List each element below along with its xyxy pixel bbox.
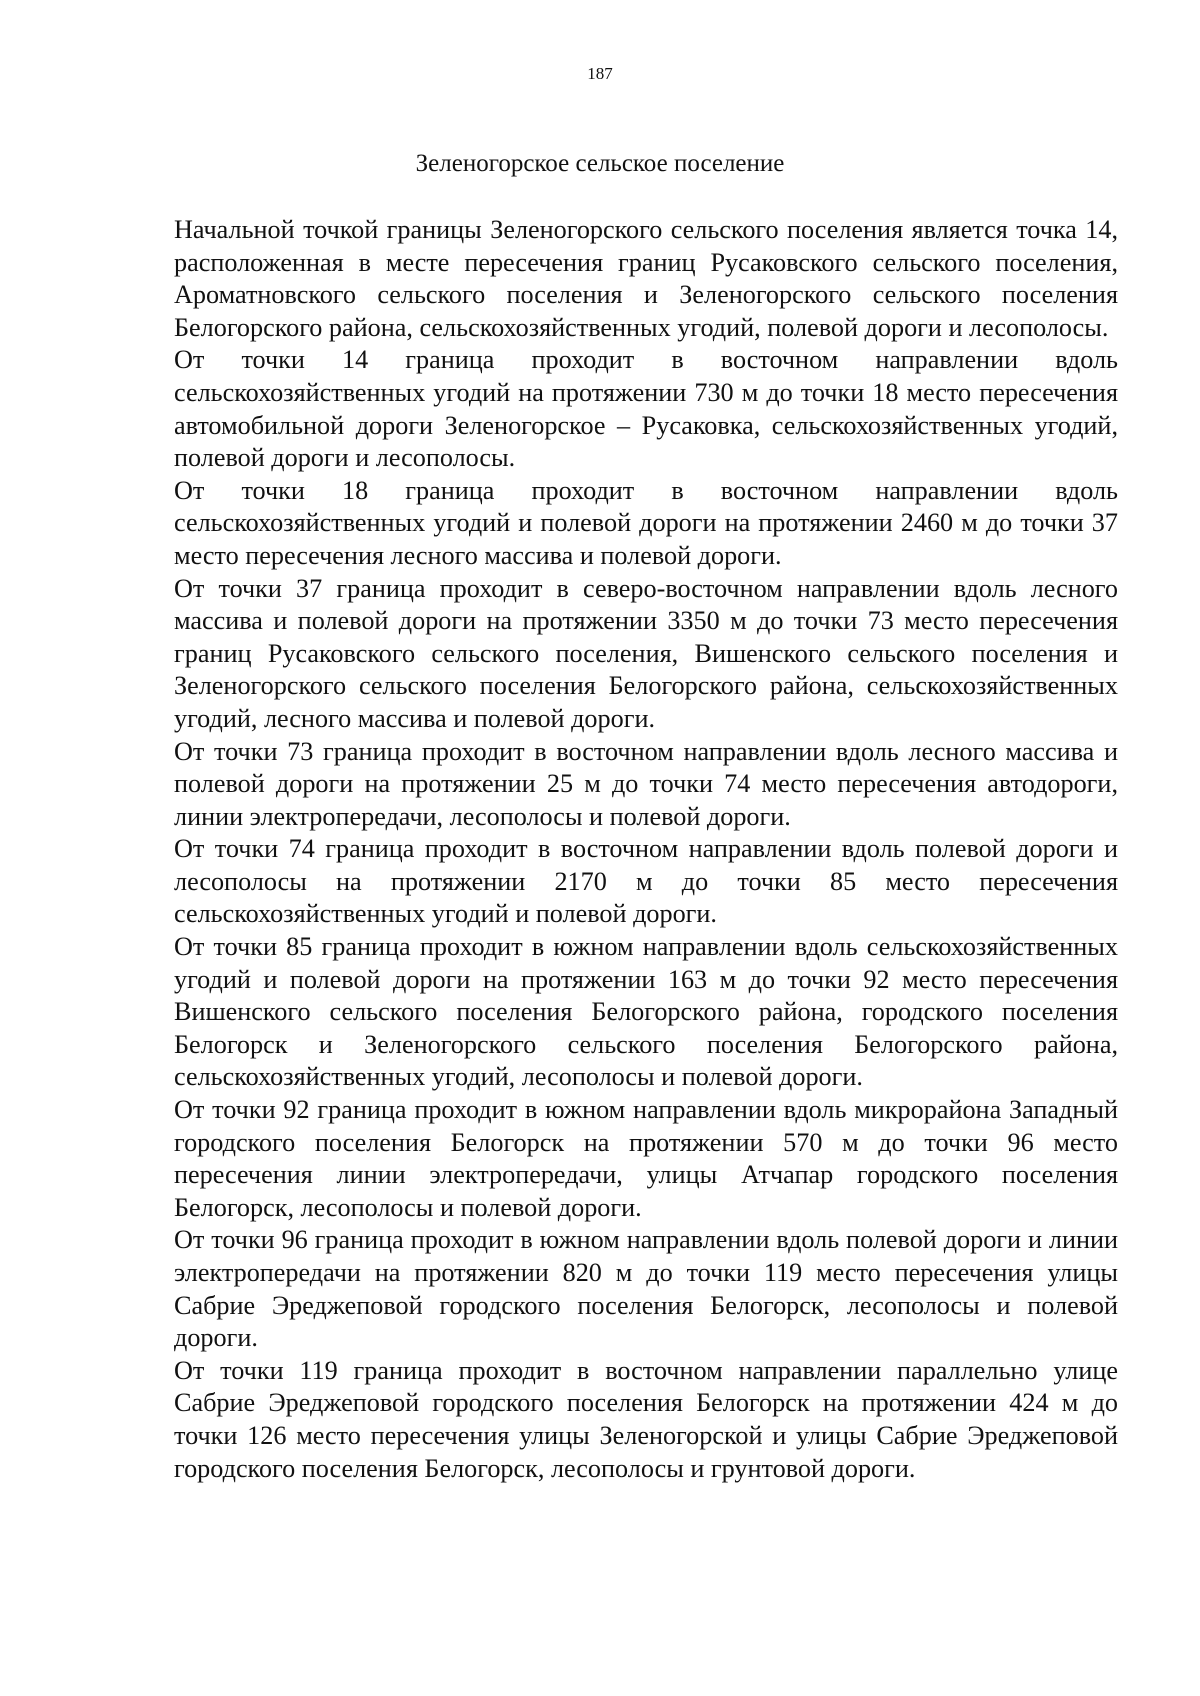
paragraph-7: От точки 85 граница проходит в южном направлении вдоль сельскохозяйственных угодий и полевой дороги на протяжении 163 м до точки 92 место пересечения Вишенского сельского поселения Белогорского района, городского поселения Белогорск и Зеленогорского сельского поселения Белогорского района, сельскохозяйственных угодий, лесополосы и полевой дороги. (174, 932, 1118, 1092)
paragraph-6: От точки 74 граница проходит в восточном направлении вдоль полевой дороги и лесополосы на протяжении 2170 м до точки 85 место пересечения сельскохозяйственных угодий и полевой дороги. (174, 834, 1118, 929)
paragraph-10: От точки 119 граница проходит в восточном направлении параллельно улице Сабрие Эреджеповой городского поселения Белогорск на протяжении 424 м до точки 126 место пересечения улицы Зеленогорской и улицы Сабрие Эреджеповой городского поселения Белогорск, лесополосы и грунтовой дороги. (174, 1355, 1118, 1483)
paragraph-3: От точки 18 граница проходит в восточном направлении вдоль сельскохозяйственных угодий и полевой дороги на протяжении 2460 м до точки 37 место пересечения лесного массива и полевой дороги. (174, 475, 1118, 570)
paragraph-4: От точки 37 граница проходит в северо-восточном направлении вдоль лесного массива и полевой дороги на протяжении 3350 м до точки 73 место пересечения границ Русаковского сельского поселения, Вишенского сельского поселения и Зеленогорского сельского поселения Белогорского района, сельскохозяйственных угодий, лесного массива и полевой дороги. (174, 573, 1118, 733)
paragraph-5: От точки 73 граница проходит в восточном направлении вдоль лесного массива и полевой дороги на протяжении 25 м до точки 74 место пересечения автодороги, линии электропередачи, лесополосы и полевой дороги. (174, 736, 1118, 831)
document-body (174, 214, 1118, 1485)
page-number: 187 (587, 64, 613, 83)
paragraph-8: От точки 92 граница проходит в южном направлении вдоль микрорайона Западный городского поселения Белогорск на протяжении 570 м до точки 96 место пересечения линии электропередачи, улицы Атчапар городского поселения Белогорск, лесополосы и полевой дороги. (174, 1095, 1118, 1222)
paragraph-1: Начальной точкой границы Зеленогорского сельского поселения является точка 14, расположенная в месте пересечения границ Русаковского сельского поселения, Ароматновского сельского поселения и Зеленогорского сельского поселения Белогорского района, сельскохозяйственных угодий, полевой дороги и лесополосы. (174, 215, 1118, 342)
paragraph-9: От точки 96 граница проходит в южном направлении вдоль полевой дороги и линии электропередачи на протяжении 820 м до точки 119 место пересечения улицы Сабрие Эреджеповой городского поселения Белогорск, лесополосы и полевой дороги. (174, 1225, 1118, 1353)
paragraph-2: От точки 14 граница проходит в восточном направлении вдоль сельскохозяйственных угодий на протяжении 730 м до точки 18 место пересечения автомобильной дороги Зеленогорское – Русаковка, сельскохозяйственных угодий, полевой дороги и лесополосы. (174, 345, 1118, 473)
section-title: Зеленогорское сельское поселение (415, 150, 785, 177)
